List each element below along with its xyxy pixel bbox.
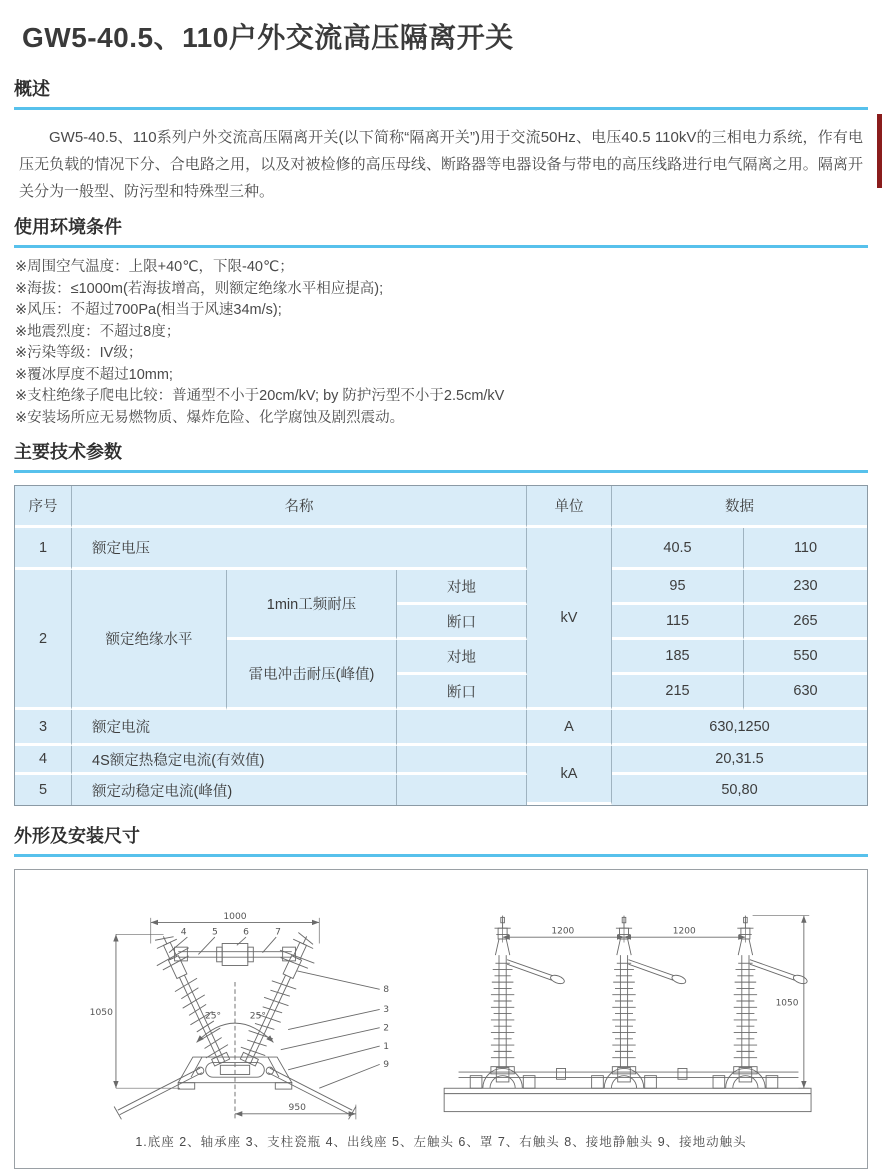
dimension-height-1050 bbox=[752, 916, 809, 1089]
env-item-seismic: ※地震烈度：不超过8度； bbox=[15, 323, 181, 340]
env-item-altitude: ※海拔：≤1000m(若海拔增高，则额定绝缘水平相应提高); bbox=[15, 280, 384, 297]
cell-value: 215 bbox=[612, 675, 744, 710]
cell-value: 185 bbox=[612, 640, 744, 675]
svg-text:1050: 1050 bbox=[775, 998, 798, 1009]
env-item-site: ※安装场所应无易燃物质、爆炸危险、化学腐蚀及剧烈震动。 bbox=[15, 409, 405, 426]
red-edge-mark bbox=[877, 114, 882, 188]
env-item-ice: ※覆冰厚度不超过10mm; bbox=[15, 366, 173, 383]
environment-heading: 使用环境条件 bbox=[14, 217, 122, 237]
section-outline bbox=[14, 822, 868, 1169]
parameters-table bbox=[14, 485, 868, 806]
cell-value: 40.5 bbox=[612, 528, 744, 570]
cell-value: 630 bbox=[744, 675, 867, 710]
cell-cond: 对地 bbox=[397, 640, 527, 675]
env-item-wind: ※风压：不超过700Pa(相当于风速34m/s); bbox=[15, 302, 282, 318]
part-label-1: 1 bbox=[382, 1041, 389, 1052]
cell-unit-kv: kV bbox=[527, 528, 612, 710]
cell-value: 115 bbox=[612, 605, 744, 640]
table-row bbox=[15, 775, 867, 805]
env-item-temperature: ※周围空气温度：上限+40℃，下限-40℃； bbox=[15, 259, 294, 275]
cell-impulse: 雷电冲击耐压(峰值) bbox=[227, 640, 397, 710]
header-unit: 单位 bbox=[527, 486, 612, 528]
part-label-8: 8 bbox=[382, 985, 389, 996]
cell-cond: 对地 bbox=[397, 570, 527, 605]
page-title: GW5-40.5、110户外交流高压隔离开关 bbox=[22, 22, 514, 53]
cell-insulation-level: 额定绝缘水平 bbox=[72, 570, 227, 710]
header-data: 数据 bbox=[612, 486, 867, 528]
part-label-7: 7 bbox=[274, 927, 281, 938]
dimension-span-2 bbox=[624, 927, 745, 938]
table-row bbox=[15, 528, 867, 570]
section-overview bbox=[14, 75, 868, 205]
drawing-frame bbox=[14, 869, 868, 1169]
env-item-creepage: ※支柱绝缘子爬电比较：普通型不小于20cm/kV; by 防护污型不小于2.5cm/kV bbox=[15, 388, 505, 404]
cell-unit-a: A bbox=[527, 710, 612, 746]
part-label-3: 3 bbox=[382, 1005, 389, 1016]
cell-value: 20,31.5 bbox=[612, 746, 867, 775]
part-label-4: 4 bbox=[180, 927, 187, 938]
header-name: 名称 bbox=[72, 486, 527, 528]
outline-heading: 外形及安装尺寸 bbox=[14, 826, 140, 846]
front-view-drawing bbox=[61, 894, 409, 1134]
svg-text:950: 950 bbox=[288, 1103, 306, 1114]
section-environment bbox=[14, 213, 868, 429]
cell-thermal-current: 4S额定热稳定电流(有效值) bbox=[72, 746, 397, 775]
cell-cond: 断口 bbox=[397, 675, 527, 710]
part-label-9: 9 bbox=[382, 1060, 389, 1071]
svg-text:1200: 1200 bbox=[550, 926, 574, 937]
cell-value: 265 bbox=[744, 605, 867, 640]
cell-no-5: 5 bbox=[15, 775, 72, 805]
part-label-6: 6 bbox=[242, 927, 249, 938]
cell-value: 50,80 bbox=[612, 775, 867, 805]
env-item-pollution: ※污染等级：IV级； bbox=[15, 345, 143, 361]
angle-label-left: 25° bbox=[204, 1011, 221, 1022]
cell-value: 230 bbox=[744, 570, 867, 605]
svg-text:1000: 1000 bbox=[222, 911, 247, 922]
table-header-row bbox=[15, 486, 867, 528]
pole-1 bbox=[470, 916, 565, 1089]
cell-cond: 断口 bbox=[397, 605, 527, 640]
drawing-caption: 1.底座 2、轴承座 3、支柱瓷瓶 4、出线座 5、左触头 6、罩 7、右触头 8、接地静触头 9、接地动触头 bbox=[135, 1135, 747, 1149]
cell-empty bbox=[397, 775, 527, 805]
cell-no-3: 3 bbox=[15, 710, 72, 746]
earthing-arm-left bbox=[114, 1067, 204, 1119]
accent-rule bbox=[14, 470, 868, 473]
dimension-width-1000 bbox=[150, 912, 319, 944]
dimension-height-1050 bbox=[89, 934, 179, 1088]
earthing-arm-right bbox=[266, 1067, 356, 1119]
table-row bbox=[15, 746, 867, 775]
accent-rule bbox=[14, 245, 868, 248]
cell-unit-ka: kA bbox=[527, 746, 612, 805]
cell-empty bbox=[397, 746, 527, 775]
cell-empty bbox=[397, 710, 527, 746]
part-label-5: 5 bbox=[211, 927, 218, 938]
svg-text:1050: 1050 bbox=[89, 1007, 113, 1018]
cell-dynamic-current: 额定动稳定电流(峰值) bbox=[72, 775, 397, 805]
overview-paragraph: GW5-40.5、110系列户外交流高压隔离开关(以下简称“隔离开关”)用于交流50Hz、电压40.5 110kV的三相电力系统，作有电压无负载的情况下分、合电路之用，以及对被检修的高压母线、断路器等电器设备与带电的高压线路进行电气隔离之用。隔离开关分为一般型、防污型和特殊型三种。 bbox=[19, 129, 863, 200]
cell-rated-voltage: 额定电压 bbox=[72, 528, 527, 570]
overview-heading: 概述 bbox=[14, 79, 50, 99]
cell-rated-current: 额定电流 bbox=[72, 710, 397, 746]
cell-value: 630,1250 bbox=[612, 710, 867, 746]
table-row bbox=[15, 710, 867, 746]
svg-text:1200: 1200 bbox=[672, 926, 696, 937]
cell-power-freq: 1min工频耐压 bbox=[227, 570, 397, 640]
cell-no-2: 2 bbox=[15, 570, 72, 710]
insulator-left bbox=[146, 929, 238, 1071]
pole-2 bbox=[591, 916, 686, 1089]
connecting-rod bbox=[174, 943, 295, 965]
part-label-2: 2 bbox=[382, 1023, 389, 1034]
dimension-span-1 bbox=[502, 919, 745, 942]
side-view-drawing bbox=[435, 894, 822, 1135]
accent-rule bbox=[14, 854, 868, 857]
cell-no-1: 1 bbox=[15, 528, 72, 570]
dimension-base-950 bbox=[235, 1103, 356, 1119]
table-row bbox=[15, 570, 867, 605]
angle-label-right: 25° bbox=[249, 1011, 266, 1022]
environment-list bbox=[15, 257, 868, 429]
insulator-right bbox=[231, 929, 323, 1071]
cell-no-4: 4 bbox=[15, 746, 72, 775]
cell-value: 110 bbox=[744, 528, 867, 570]
base-plate bbox=[444, 1088, 811, 1111]
accent-rule bbox=[14, 107, 868, 110]
section-parameters bbox=[14, 438, 868, 806]
cell-value: 95 bbox=[612, 570, 744, 605]
cell-value: 550 bbox=[744, 640, 867, 675]
parameters-heading: 主要技术参数 bbox=[14, 442, 122, 462]
header-no: 序号 bbox=[15, 486, 72, 528]
